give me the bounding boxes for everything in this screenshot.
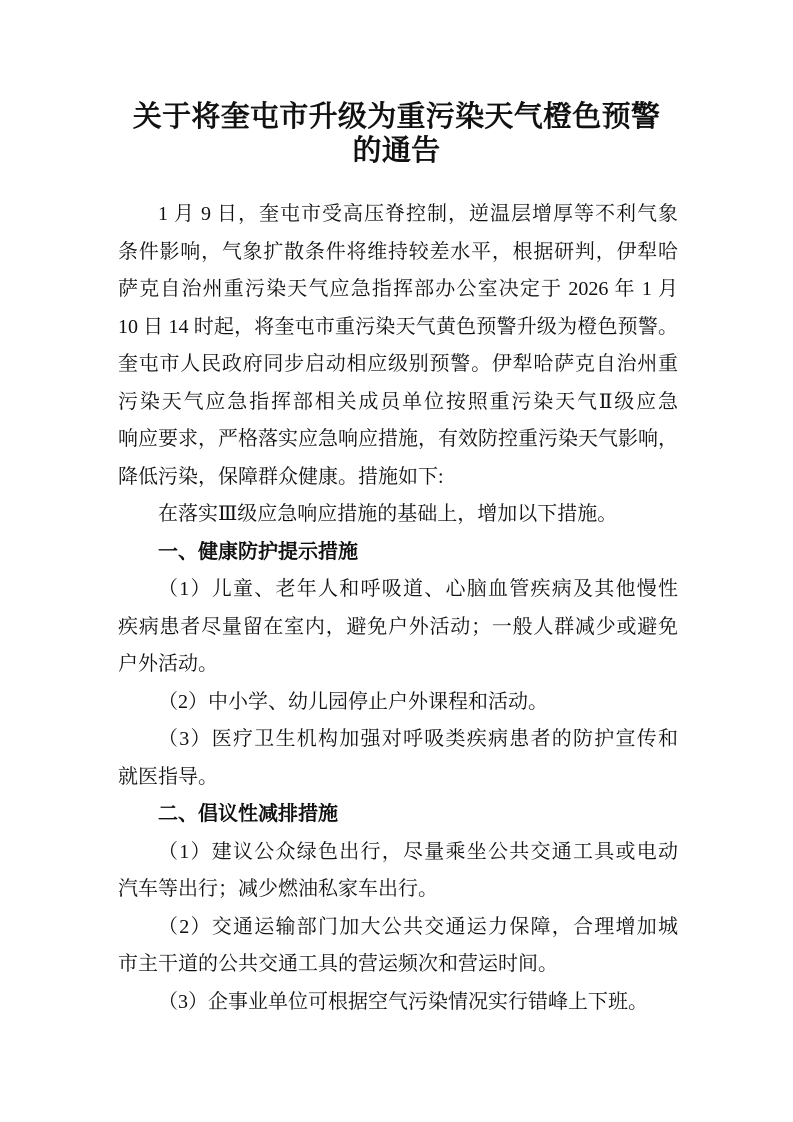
paragraph-line: 萨克自治州重污染天气应急指挥部办公室决定于 2026 年 1 月 (118, 278, 678, 300)
paragraph-line: 疾病患者尽量留在室内，避免户外活动；一般人群减少或避免 (118, 615, 678, 638)
paragraph-line: 奎屯市人民政府同步启动相应级别预警。伊犁哈萨克自治州重 (118, 353, 678, 375)
paragraph-line: （1）儿童、老年人和呼吸道、心脑血管疾病及其他慢性 (158, 578, 678, 600)
paragraph-line: （1）建议公众绿色出行，尽量乘坐公共交通工具或电动 (158, 840, 678, 863)
paragraph-line: 污染天气应急指挥部相关成员单位按照重污染天气Ⅱ级应急 (118, 390, 678, 413)
paragraph-line: 市主干道的公共交通工具的营运频次和营运时间。 (118, 953, 558, 975)
measure-item (118, 834, 678, 909)
measure-item (118, 571, 678, 684)
paragraph-line: 条件影响，气象扩散条件将维持较差水平，根据研判，伊犁哈 (118, 240, 678, 263)
paragraph-line: （2）中小学、幼儿园停止户外课程和活动。 (158, 690, 548, 713)
paragraph-line: 就医指导。 (118, 765, 218, 788)
paragraph-line: 降低污染，保障群众健康。措施如下: (118, 465, 444, 488)
paragraph-line: （3）医疗卫生机构加强对呼吸类疾病患者的防护宣传和 (158, 728, 678, 750)
paragraph-line: （3）企事业单位可根据空气污染情况实行错峰上下班。 (158, 990, 648, 1013)
document-title (0, 100, 793, 168)
section-heading: 二、倡议性减排措施 (158, 803, 338, 825)
measure-item (118, 721, 678, 796)
document-body (118, 196, 678, 1021)
paragraph-line: 汽车等出行；减少燃油私家车出行。 (118, 878, 438, 900)
preface-paragraph: 在落实Ⅲ级应急响应措施的基础上，增加以下措施。 (158, 503, 618, 525)
intro-paragraph (118, 196, 678, 496)
document-title-line: 关于将奎屯市升级为重污染天气橙色预警 (132, 101, 661, 133)
paragraph-line: 户外活动。 (118, 653, 218, 675)
document-title-line: 的通告 (352, 135, 441, 167)
section-health-protection (118, 534, 678, 797)
paragraph-line: 1 月 9 日，奎屯市受高压脊控制，逆温层增厚等不利气象 (158, 203, 678, 225)
measure-item (118, 984, 678, 1022)
measure-item (118, 684, 678, 722)
section-emission-reduction (118, 796, 678, 1021)
section-heading: 一、健康防护提示措施 (158, 540, 358, 563)
paragraph-line: （2）交通运输部门加大公共交通运力保障，合理增加城 (158, 915, 678, 938)
paragraph-line: 10 日 14 时起，将奎屯市重污染天气黄色预警升级为橙色预警。 (118, 315, 678, 338)
paragraph-line: 响应要求，严格落实应急响应措施，有效防控重污染天气影响， (118, 428, 678, 450)
measure-item (118, 909, 678, 984)
